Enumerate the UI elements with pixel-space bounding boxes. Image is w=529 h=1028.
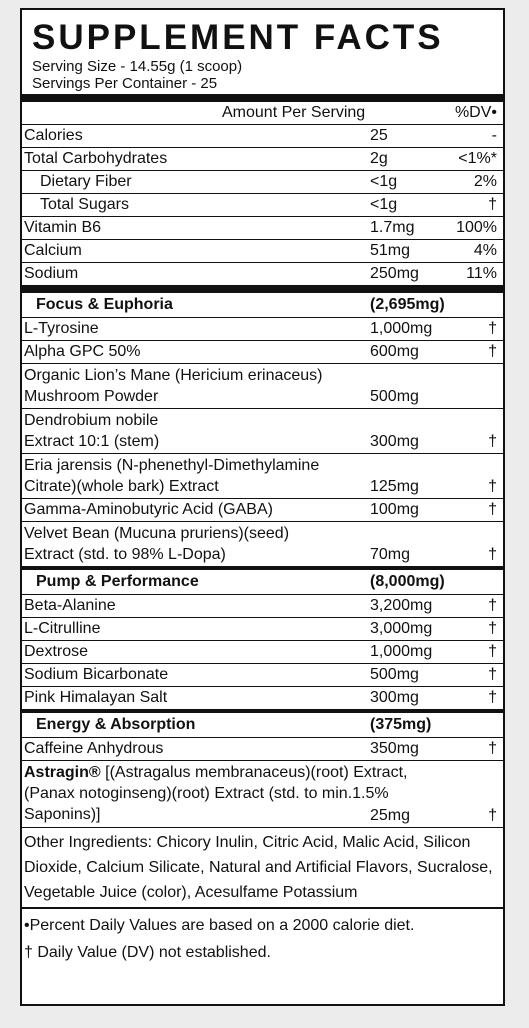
ingredient-amount: 25mg: [370, 807, 411, 824]
astragin-row: [22, 761, 503, 828]
other-ingredients: Other Ingredients: Chicory Inulin, Citric Acid, Malic Acid, Silicon Dioxide, Calcium Silicate, Natural and Artificial Flavors, Sucralose, Vegetable Juice (color), Acesulfame Potassium: [22, 828, 503, 909]
ingredient-dv: †: [488, 478, 497, 495]
ingredient-name: Pink Himalayan Salt: [24, 689, 168, 706]
ingredient-name: [24, 762, 407, 825]
blend-amount: (8,000mg): [370, 573, 445, 590]
nutrient-row: [22, 194, 503, 217]
ingredient-name-line: Eria jarensis (N-phenethyl-Dimethylamine: [24, 457, 320, 474]
ingredient-name-line: Extract (std. to 98% L-Dopa): [24, 546, 226, 563]
ingredient-row: [22, 595, 503, 618]
blend-amount: (375mg): [370, 716, 432, 733]
ingredient-name-line: Organic Lion’s Mane (Hericium erinaceus): [24, 367, 323, 384]
nutrient-row: [22, 263, 503, 285]
ingredient-amount: 500mg: [370, 666, 419, 683]
ingredient-amount: 600mg: [370, 343, 419, 360]
ingredient-amount: 300mg: [370, 689, 419, 706]
servings-per-container: Servings Per Container - 25: [32, 75, 218, 92]
nutrient-amount: 1.7mg: [370, 219, 415, 236]
ingredient-name: Sodium Bicarbonate: [24, 666, 169, 683]
blend-header-energy: [22, 713, 503, 738]
ingredient-name-line: Mushroom Powder: [24, 388, 159, 405]
nutrient-name: Calcium: [24, 242, 82, 259]
nutrient-amount: 51mg: [370, 242, 411, 259]
nutrient-name: Total Carbohydrates: [24, 150, 168, 167]
nutrient-dv: 100%: [456, 219, 497, 236]
blend-name: Pump & Performance: [36, 573, 199, 590]
ingredient-name: [24, 365, 323, 407]
header-row: [22, 102, 503, 125]
ingredient-dv: †: [488, 740, 497, 757]
ingredient-name-line: Velvet Bean (Mucuna pruriens)(seed): [24, 525, 290, 542]
ingredient-dv: †: [488, 666, 497, 683]
ingredient-name: [24, 455, 319, 497]
nutrient-row: [22, 171, 503, 194]
ingredient-dv: †: [488, 546, 497, 563]
ingredient-amount: 3,000mg: [370, 620, 433, 637]
ingredient-row: [22, 364, 503, 409]
nutrient-row: [22, 217, 503, 240]
ingredient-row: [22, 738, 503, 761]
nutrient-name: Sodium: [24, 265, 79, 282]
nutrient-name: Total Sugars: [40, 196, 129, 213]
ingredient-amount: 350mg: [370, 740, 419, 757]
footnote-dv: •Percent Daily Values are based on a 2000 calorie diet.: [24, 917, 415, 934]
nutrient-name: Dietary Fiber: [40, 173, 132, 190]
blend-amount: (2,695mg): [370, 296, 445, 313]
ingredient-name-line: Extract 10:1 (stem): [24, 433, 160, 450]
blend-header-focus: [22, 293, 503, 318]
ingredient-row: [22, 454, 503, 499]
ingredient-dv: †: [488, 320, 497, 337]
ingredient-amount: 100mg: [370, 501, 419, 518]
ingredient-name-line: Citrate)(whole bark) Extract: [24, 478, 219, 495]
ingredient-row: [22, 409, 503, 454]
nutrient-name: Calories: [24, 127, 83, 144]
ingredient-amount: 500mg: [370, 388, 419, 405]
ingredient-name-line: Saponins)]: [24, 806, 101, 823]
divider: [22, 285, 503, 293]
nutrient-amount: 25: [370, 127, 388, 144]
nutrient-amount: 250mg: [370, 265, 419, 282]
ingredient-row: [22, 664, 503, 687]
ingredient-row: [22, 499, 503, 522]
ingredient-amount: 1,000mg: [370, 643, 433, 660]
nutrient-dv: 2%: [473, 173, 497, 190]
dv-label: %DV•: [454, 104, 497, 121]
ingredient-dv: †: [488, 433, 497, 450]
blend-name: Energy & Absorption: [36, 716, 196, 733]
nutrient-dv: <1%*: [458, 150, 497, 167]
nutrient-name: Vitamin B6: [24, 219, 102, 236]
nutrient-dv: 4%: [473, 242, 497, 259]
ingredient-row: [22, 522, 503, 570]
amount-per-serving-label: Amount Per Serving: [222, 104, 366, 121]
ingredient-name: [24, 410, 159, 452]
ingredient-name: [24, 523, 289, 565]
divider: [22, 94, 503, 102]
ingredient-dv: †: [488, 807, 497, 824]
nutrient-row: [22, 148, 503, 171]
ingredient-dv: †: [488, 620, 497, 637]
ingredient-dv: †: [488, 643, 497, 660]
nutrient-amount: <1g: [370, 173, 398, 190]
ingredient-amount: 1,000mg: [370, 320, 433, 337]
ingredient-dv: †: [488, 597, 497, 614]
ingredient-row: [22, 618, 503, 641]
blend-header-pump: [22, 570, 503, 595]
ingredient-row: [22, 687, 503, 713]
serving-size: Serving Size - 14.55g (1 scoop): [32, 58, 243, 75]
ingredient-row: [22, 341, 503, 364]
ingredient-name: Dextrose: [24, 643, 89, 660]
ingredient-name-line: (Panax notoginseng)(root) Extract (std. to min.1.5%: [24, 785, 389, 802]
ingredient-name: Gamma-Aminobutyric Acid (GABA): [24, 501, 273, 518]
nutrient-row: [22, 125, 503, 148]
supplement-facts-panel: [20, 8, 505, 1006]
ingredient-name: Beta-Alanine: [24, 597, 116, 614]
nutrient-amount: 2g: [370, 150, 388, 167]
blend-name: Focus & Euphoria: [36, 296, 173, 313]
astragin-brand: Astragin®: [24, 764, 101, 781]
ingredient-name-line: Dendrobium nobile: [24, 412, 159, 429]
ingredient-dv: †: [488, 689, 497, 706]
nutrient-row: [22, 240, 503, 263]
nutrient-dv: 11%: [466, 265, 497, 282]
ingredient-row: [22, 318, 503, 341]
ingredient-amount: 70mg: [370, 546, 411, 563]
panel-title: SUPPLEMENT FACTS: [32, 18, 444, 57]
nutrient-amount: <1g: [370, 196, 398, 213]
ingredient-amount: 300mg: [370, 433, 419, 450]
ingredient-dv: †: [488, 501, 497, 518]
ingredient-name-line: [(Astragalus membranaceus)(root) Extract,: [100, 764, 408, 781]
ingredient-amount: 125mg: [370, 478, 419, 495]
ingredient-name: L-Citrulline: [24, 620, 101, 637]
ingredient-name: L-Tyrosine: [24, 320, 99, 337]
ingredient-dv: †: [488, 343, 497, 360]
footnote-dagger: † Daily Value (DV) not established.: [24, 944, 271, 961]
ingredient-name: Caffeine Anhydrous: [24, 740, 164, 757]
ingredient-amount: 3,200mg: [370, 597, 433, 614]
nutrient-dv: -: [491, 127, 497, 144]
nutrient-dv: †: [488, 196, 497, 213]
ingredient-name: Alpha GPC 50%: [24, 343, 141, 360]
ingredient-row: [22, 641, 503, 664]
